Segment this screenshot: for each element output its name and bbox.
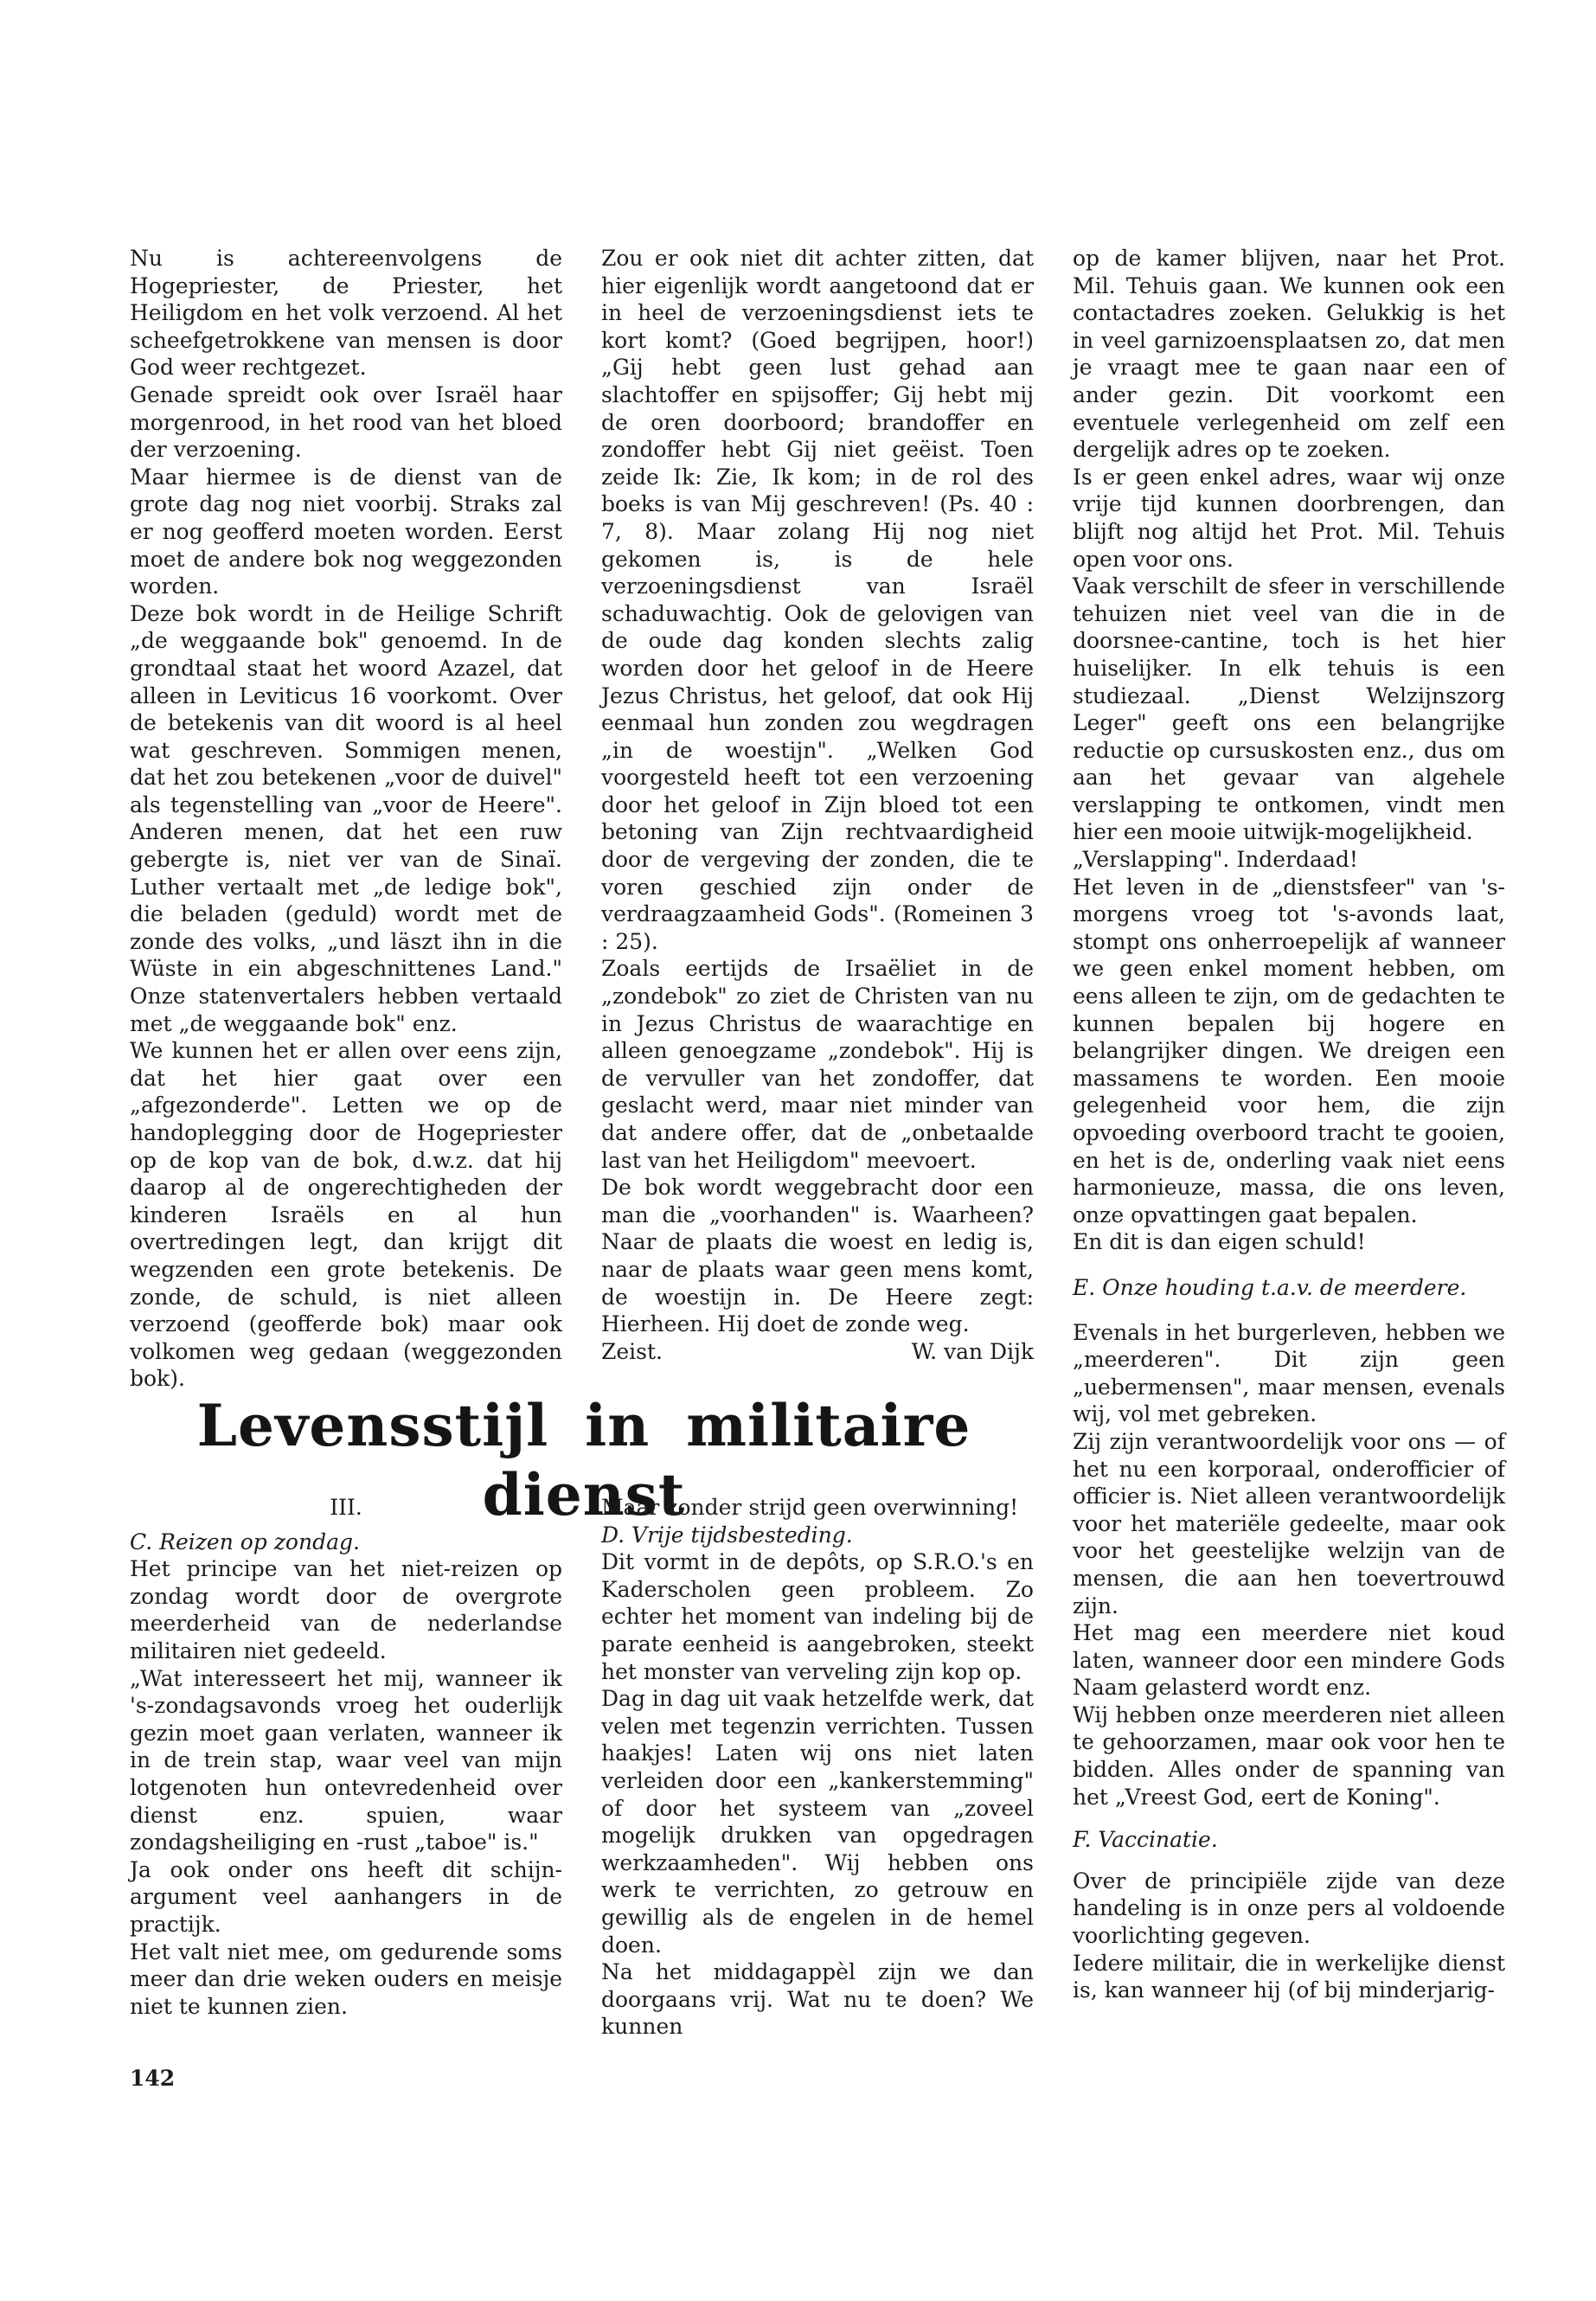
- paragraph: Maar hiermee is de dienst van de grote dag nog niet voorbij. Straks zal er nog geofferd moeten worden. Eerst moet de andere bok nog weggezonden worden.: [130, 464, 562, 599]
- paragraph: Zou er ook niet dit achter zitten, dat hier eigenlijk wordt aangetoond dat er in heel de verzoeningsdienst iets te kort komt? (Goed begrijpen, hoor!) „Gij hebt geen lust gehad aan slachtoffer en spijsoffer; Gij hebt mij de oren doorboord; brandoffer en zondoffer hebt Gij niet geëist. Toen zeide Ik: Zie, Ik kom; in de rol des boeks is van Mij geschreven! (Ps. 40 : 7, 8). Maar zolang Hij nog niet gekomen is, is de hele verzoeningsdienst van Israël schaduwachtig. Ook de gelovigen van de oude dag konden slechts zalig worden door het geloof in de Heere Jezus Christus, het geloof, dat ook Hij eenmaal hun zonden zou wegdragen „in de woestijn". „Welken God voorgesteld heeft tot een verzoening door het geloof in Zijn bloed tot een betoning van Zijn rechtvaardigheid door de vergeving der zonden, die te voren geschied zijn onder de verdraagzaamheid Gods". (Romeinen 3 : 25).: [601, 246, 1034, 954]
- paragraph: op de kamer blijven, naar het Prot. Mil. Tehuis gaan. We kunnen ook een contactadres zoeken. Gelukkig is het in veel garnizoensplaatsen zo, dat men je vraagt mee te gaan naar een of ander gezin. Dit voorkomt een eventuele verlegenheid om zelf een dergelijk adres op te zoeken.: [1073, 246, 1505, 463]
- paragraph: Het valt niet mee, om gedurende soms meer dan drie weken ouders en meisje niet te kunnen zien.: [130, 1939, 562, 2019]
- paragraph: Genade spreidt ook over Israël haar morgenrood, in het rood van het bloed der verzoening.: [130, 381, 562, 463]
- paragraph: Vaak verschilt de sfeer in verschillende tehuizen niet veel van die in de doorsnee-cantine, toch is het hier huiselijker. In elk tehuis is een studiezaal. „Dienst Welzijnszorg Leger" geeft ons een belangrijke reductie op cursuskosten enz., dus om aan het gevaar van algehele verslapping te ontkomen, vindt men hier een mooie uitwijk-mogelijkheid.: [1073, 574, 1505, 845]
- article-continuation-column-1: [130, 245, 562, 1393]
- paragraph: Iedere militair, die in werkelijke dienst is, kan wanneer hij (of bij minderjarig-: [1073, 1950, 1505, 2003]
- page-number: 142: [130, 2066, 176, 2091]
- paragraph: Over de principiële zijde van deze handeling is in onze pers al voldoende voorlichting gegeven.: [1073, 1868, 1505, 1949]
- paragraph: „Wat interesseert het mij, wanneer ik 's-zondagsavonds vroeg het ouderlijk gezin moet gaan verlaten, wanneer ik in de trein stap, waar veel van mijn lotgenoten hun ontevredenheid over dienst enz. spuien, waar zondagsheiliging en -rust „taboe" is.": [130, 1665, 562, 1856]
- paragraph: Is er geen enkel adres, waar wij onze vrije tijd kunnen doorbrengen, dan blijft nog altijd het Prot. Mil. Tehuis open voor ons.: [1073, 464, 1505, 572]
- paragraph: Nu is achtereenvolgens de Hogepriester, de Priester, het Heiligdom en het volk verzoend. Al het scheefgetrokkene van mensen is door God weer rechtgezet.: [130, 246, 562, 381]
- part-number: III.: [330, 1495, 362, 1520]
- article-headline: Levensstijl in militaire dienst: [196, 1392, 971, 1529]
- article-continuation-column-2: [601, 245, 1034, 1365]
- paragraph: Zij zijn verantwoordelijk voor ons — of het nu een korporaal, onderofficier of officier is. Niet alleen verantwoordelijk voor het materiële gedeelte, maar ook voor het geestelijke welzijn van de mensen, die aan hen toevertrouwd zijn.: [1073, 1428, 1505, 1618]
- article-column-1: [130, 1494, 562, 2020]
- paragraph: Dit vormt in de depôts, op S.R.O.'s en Kaderscholen geen probleem. Zo echter het moment van indeling bij de parate eenheid is aangebroken, steekt het monster van verveling zijn kop op.: [601, 1549, 1034, 1684]
- section-heading-f: F. Vaccinatie.: [1073, 1827, 1218, 1853]
- paragraph: Ja ook onder ons heeft dit schijn-argument veel aanhangers in de practijk.: [130, 1856, 562, 1937]
- paragraph: Het principe van het niet-reizen op zondag wordt door de overgrote meerderheid van de nederlandse militairen niet gedeeld.: [130, 1556, 562, 1663]
- paragraph: Zoals eertijds de Irsaëliet in de „zondebok" zo ziet de Christen van nu in Jezus Christus de waarachtige en alleen genoegzame „zondebok". Hij is de vervuller van het zondoffer, dat geslacht werd, maar niet minder van dat andere offer, dat de „onbetaalde last van het Heiligdom" meevoert.: [601, 956, 1034, 1173]
- section-heading-d: D. Vrije tijdsbesteding.: [601, 1522, 853, 1548]
- paragraph: Het leven in de „dienstsfeer" van 's-morgens vroeg tot 's-avonds laat, stompt ons onherroepelijk af wanneer we geen enkel moment hebben, om eens alleen te zijn, om de gedachten te kunnen bepalen bij hogere en belangrijker dingen. We dreigen een massamens te worden. Een mooie gelegenheid voor hem, die zijn opvoeding overboord tracht te gooien, en het is de, onderling vaak niet eens harmonieuze, massa, die ons leven, onze opvattingen gaat bepalen.: [1073, 874, 1505, 1227]
- article-column-3: [1073, 245, 1505, 2004]
- paragraph: Dag in dag uit vaak hetzelfde werk, dat velen met tegenzin verrichten. Tussen haakjes! Laten wij ons niet laten verleiden door een „kankerstemming" of door het systeem van „zoveel mogelijk drukken van opgedragen werkzaamheden". Wij hebben ons werk te verrichten, zo getrouw en gewillig als de engelen in de hemel doen.: [601, 1686, 1034, 1958]
- paragraph: We kunnen het er allen over eens zijn, dat het hier gaat over een „afgezonderde". Letten we op de handoplegging door de Hogepriester op de kop van de bok, d.w.z. dat hij daarop al de ongerechtigheden der kinderen Israëls en al hun overtredingen legt, dan krijgt dit wegzenden een grote betekenis. De zonde, de schuld, is niet alleen verzoend (geofferde bok) maar ook volkomen weg gedaan (weggezonden bok).: [130, 1038, 562, 1392]
- paragraph: Deze bok wordt in de Heilige Schrift „de weggaande bok" genoemd. In de grondtaal staat het woord Azazel, dat alleen in Leviticus 16 voorkomt. Over de betekenis van dit woord is al heel wat geschreven. Sommigen menen, dat het zou betekenen „voor de duivel" als tegenstelling van „voor de Heere". Anderen menen, dat het een ruw gebergte is, niet ver van de Sinaï. Luther vertaalt met „de ledige bok", die beladen (geduld) wordt met de zonde des volks, „und läszt ihn in die Wüste in ein abgeschnittenes Land." Onze statenvertalers hebben vertaald met „de weggaande bok" enz.: [130, 600, 562, 1036]
- paragraph: Na het middagappèl zijn we dan doorgaans vrij. Wat nu te doen? We kunnen: [601, 1959, 1034, 2040]
- paragraph: En dit is dan eigen schuld!: [1073, 1229, 1366, 1255]
- paragraph: De bok wordt weggebracht door een man die „voorhanden" is. Waarheen? Naar de plaats die woest en ledig is, naar de plaats waar geen mens komt, de woestijn in. De Heere zegt: Hierheen. Hij doet de zonde weg.: [601, 1175, 1034, 1337]
- section-heading-c: C. Reizen op zondag.: [130, 1529, 360, 1554]
- paragraph: Maar zonder strijd geen overwinning!: [601, 1495, 1019, 1520]
- paragraph: Het mag een meerdere niet koud laten, wanneer door een mindere Gods Naam gelasterd wordt enz.: [1073, 1620, 1505, 1701]
- section-heading-e: E. Onze houding t.a.v. de meerdere.: [1073, 1274, 1467, 1300]
- signature-line: [601, 1338, 1034, 1366]
- paragraph: Evenals in het burgerleven, hebben we „meerderen". Dit zijn geen „uebermensen", maar mensen, evenals wij, vol met gebreken.: [1073, 1319, 1505, 1427]
- signature-place: Zeist.: [601, 1338, 663, 1364]
- article-column-2: [601, 1494, 1034, 2041]
- signature-author: W. van Dijk: [911, 1338, 1034, 1364]
- paragraph: „Verslapping". Inderdaad!: [1073, 847, 1358, 873]
- paragraph: Wij hebben onze meerderen niet alleen te gehoorzamen, maar ook voor hen te bidden. Alles onder de spanning van het „Vreest God, eert de Koning".: [1073, 1702, 1505, 1810]
